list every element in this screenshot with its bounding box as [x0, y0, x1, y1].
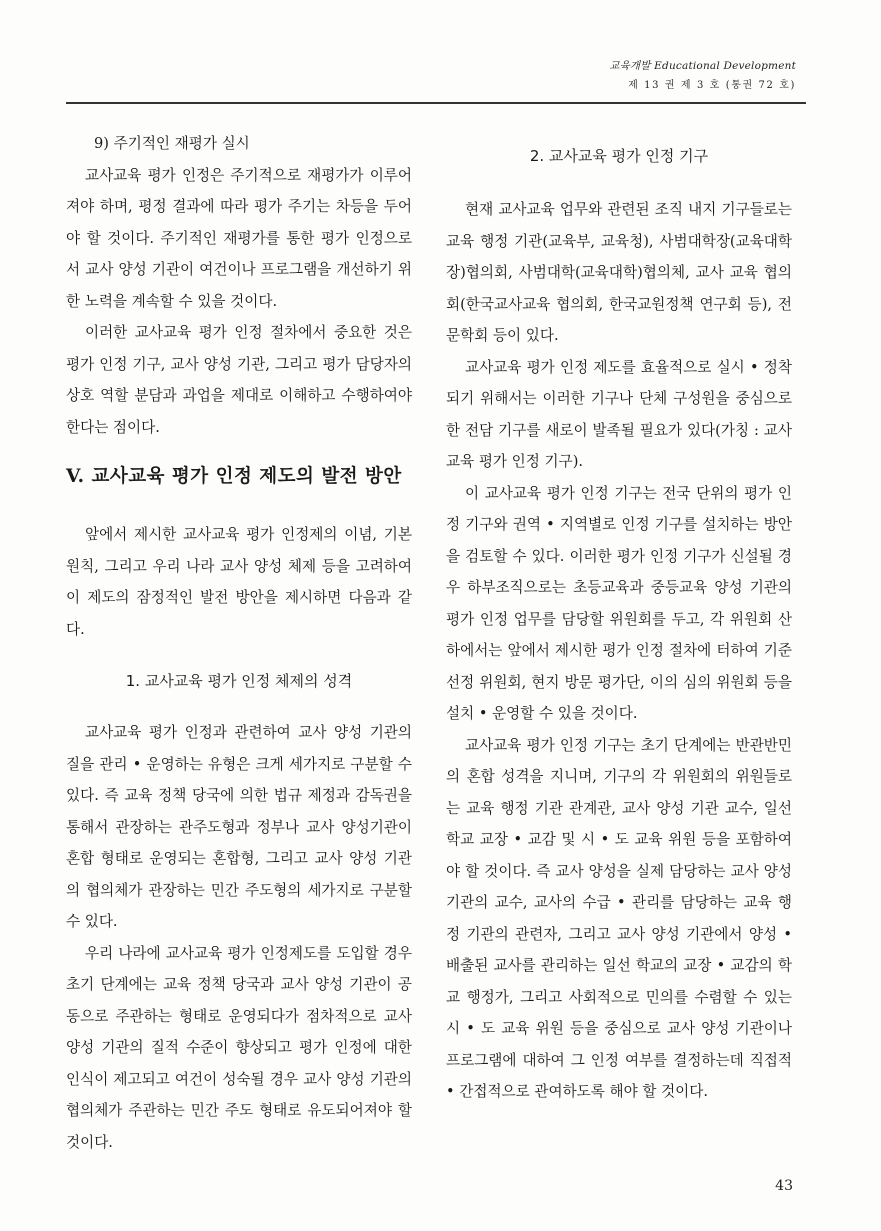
paragraph: 우리 나라에 교사교육 평가 인정제도를 도입할 경우 초기 단계에는 교육 정책 당국과 교사 양성 기관이 공동으로 주관하는 형태로 운영되다가 점차적으로 교사 양성 기관의 질적 수준이 향상되고 평가 인정에 대한 인식이 제고되고 여건이 성숙될 경우 교사 양성 기관의 협의체가 주관하는 민간 주도 형태로 유도되어져야 할 것이다. [66, 944, 412, 1151]
paragraph: 교사교육 평가 인정은 주기적으로 재평가가 이루어져야 하며, 평정 결과에 따라 평가 주기는 차등을 두어야 할 것이다. 주기적인 재평가를 통한 평가 인정으로서 교사 양성 기관이 여건이나 프로그램을 개선하기 위한 노력을 계속할 수 있을 것이다. [66, 166, 412, 310]
subsection-title-accreditation-body: 2. 교사교육 평가 인정 기구 [529, 147, 709, 165]
paragraph: 앞에서 제시한 교사교육 평가 인정제의 이념, 기본 원칙, 그리고 우리 나라 교사 양성 체제 등을 고려하여 이 제도의 잠정적인 발전 방안을 제시하면 다음과 같다. [66, 526, 412, 638]
section-title-development-plan: V. 교사교육 평가 인정 제도의 발전 방안 [66, 466, 402, 487]
paragraph: 교사교육 평가 인정과 관련하여 교사 양성 기관의 질을 관리 • 운영하는 유형은 크게 세가지로 구분할 수 있다. 즉 교육 정책 당국에 의한 법규 제정과 감독권을 통해서 관장하는 관주도형과 정부나 교사 양성기관이 혼합 형태로 운영되는 혼합형, 그리고 교사 양성 기관의 협의체가 관장하는 민간 주도형의 세가지로 구분할 수 있다. [66, 724, 412, 930]
running-header [66, 52, 806, 104]
journal-title: 교육개발 Educational Development [609, 60, 796, 72]
paragraph: 현재 교사교육 업무와 관련된 조직 내지 기구들로는 교육 행정 기관(교육부, 교육청), 사범대학장(교육대학장)협의회, 사범대학(교육대학)협의체, 교사 교육 협의회(한국교사교육 협의회, 한국교원정책 연구회 등), 전문학회 등이 있다. [446, 201, 792, 344]
item-title-periodic-reevaluation: 9) 주기적인 재평가 실시 [94, 135, 250, 152]
right-column [446, 128, 792, 1108]
paragraph: 이러한 교사교육 평가 인정 절차에서 중요한 것은 평가 인정 기구, 교사 양성 기관, 그리고 평가 담당자의 상호 역할 분담과 과업을 제대로 이해하고 수행하여야 한다는 점이다. [66, 324, 412, 436]
page-number: 43 [775, 1178, 793, 1194]
subsection-title-system-character: 1. 교사교육 평가 인정 체제의 성격 [125, 672, 353, 690]
paragraph: 교사교육 평가 인정 제도를 효율적으로 실시 • 정착되기 위해서는 이러한 기구나 단체 구성원을 중심으로 한 전담 기구를 새로이 발족될 필요가 있다(가칭 : 교사교육 평가 인정 기구). [446, 358, 792, 470]
paragraph: 교사교육 평가 인정 기구는 초기 단계에는 반관반민의 혼합 성격을 지니며, 기구의 각 위원회의 위원들로는 교육 행정 기관 관계관, 교사 양성 기관 교수, 일선학교 교장 • 교감 및 시 • 도 교육 위원 등을 포함하여야 할 것이다. 즉 교사 양성을 실제 담당하는 교사 양성 기관의 교수, 교사의 수급 • 관리를 담당하는 교육 행정 기관의 관련자, 그리고 교사 양성 기관에서 양성 • 배출된 교사를 관리하는 일선 학교의 교장 • 교감의 학교 행정가, 그리고 사회적으로 민의를 수렴할 수 있는 시 • 도 교육 위원 등을 중심으로 교사 양성 기관이나 프로그램에 대하여 그 인정 여부를 결정하는데 직접적 • 간접적으로 관여하도록 해야 할 것이다. [446, 736, 792, 1100]
paragraph: 이 교사교육 평가 인정 기구는 전국 단위의 평가 인정 기구와 권역 • 지역별로 인정 기구를 설치하는 방안을 검토할 수 있다. 이러한 평가 인정 기구가 신설될 경우 하부조직으로는 초등교육과 중등교육 양성 기관의 평가 인정 업무를 담당할 위원회를 두고, 각 위원회 산하에서는 앞에서 제시한 평가 인정 절차에 터하여 기준 선정 위원회, 현지 방문 평가단, 이의 심의 위원회 등을 설치 • 운영할 수 있을 것이다. [446, 484, 792, 722]
header-rule [66, 102, 806, 104]
issue-info: 제 13 권 제 3 호 (통권 72 호) [628, 80, 796, 91]
left-column [66, 128, 412, 1158]
